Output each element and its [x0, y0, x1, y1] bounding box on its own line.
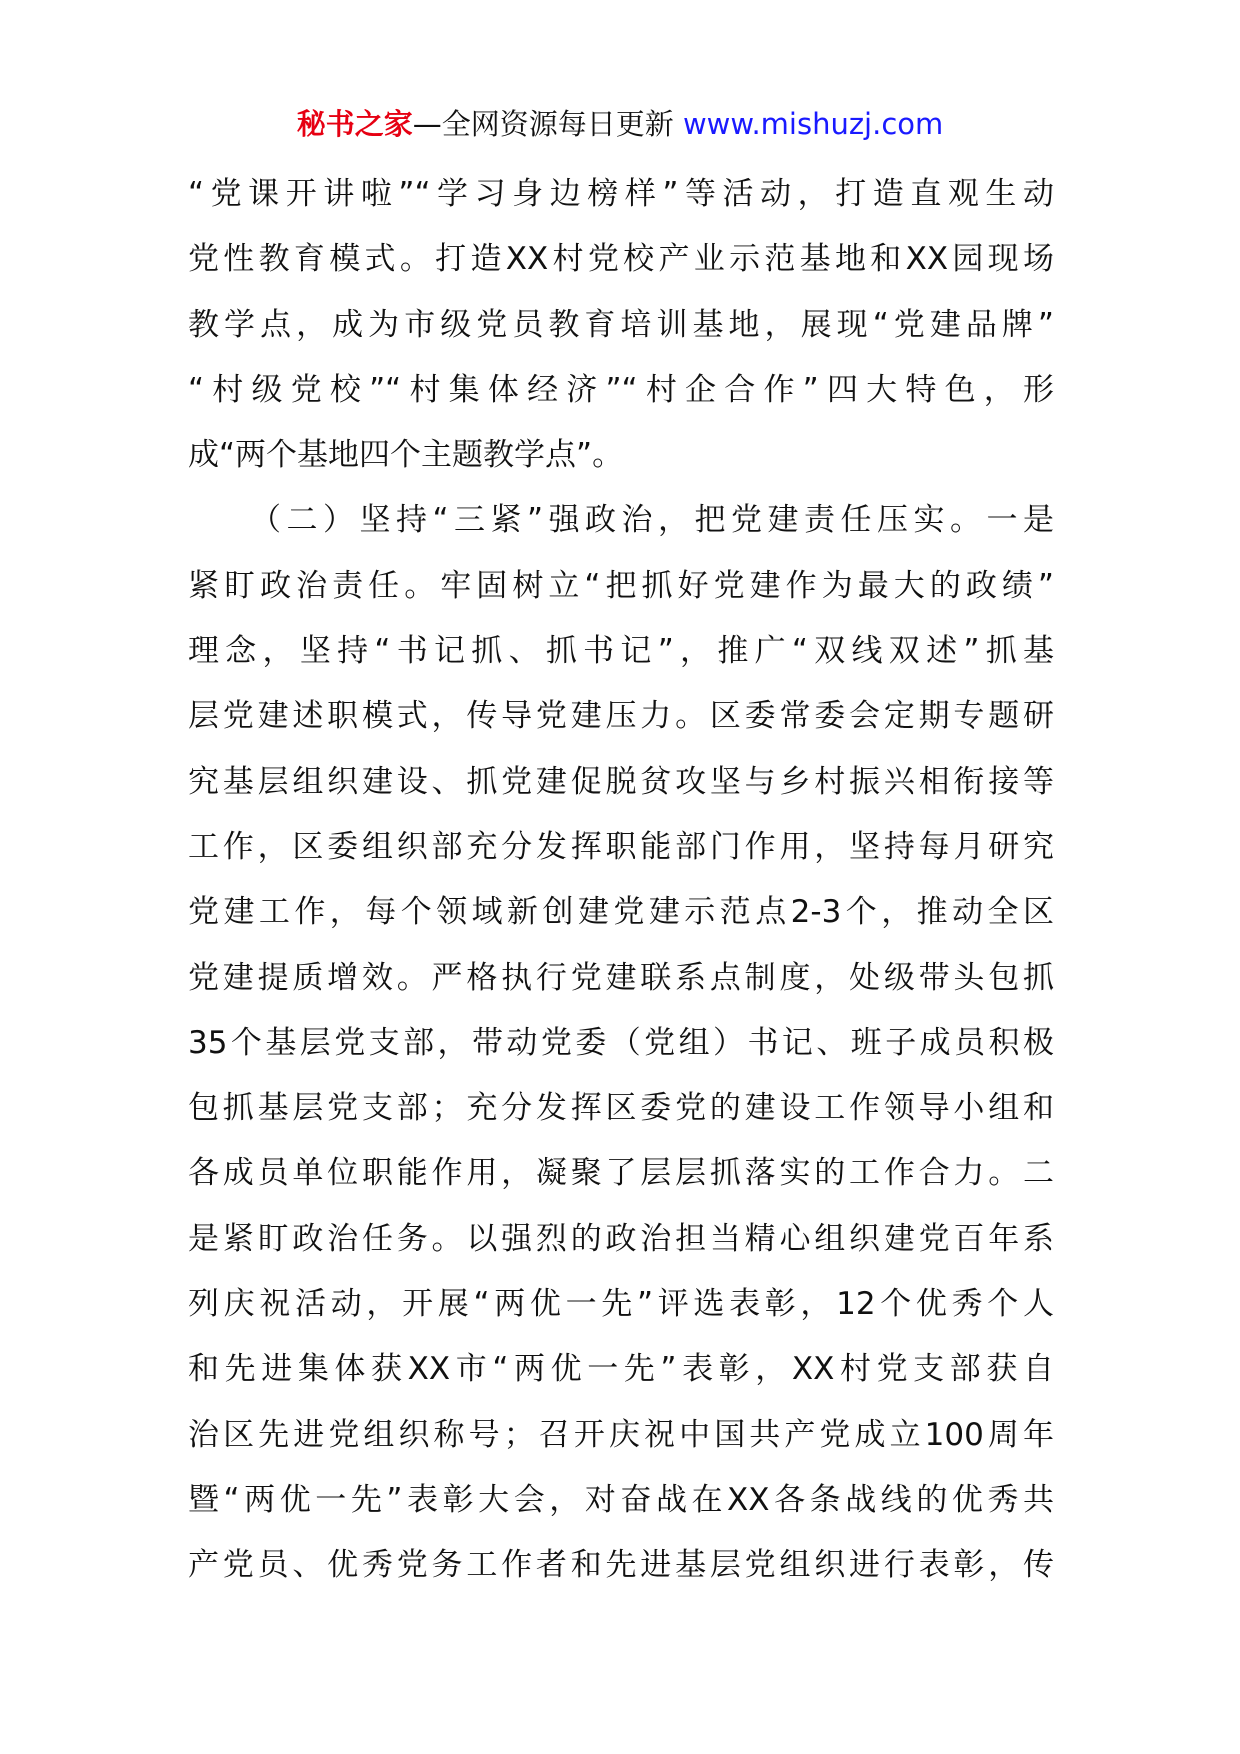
text-line: 是紧盯政治任务。以强烈的政治担当精心组织建党百年系 — [188, 1220, 1054, 1257]
text-line: 包抓基层党支部；充分发挥区委党的建设工作领导小组和 — [188, 1090, 1054, 1127]
text-line: 和先进集体获XX市“两优一先”表彰，XX村党支部获自 — [188, 1351, 1054, 1388]
text-line: 教学点，成为市级党员教育培训基地，展现“党建品牌” — [188, 306, 1054, 343]
text-line: 产党员、优秀党务工作者和先进基层党组织进行表彰，传 — [188, 1547, 1054, 1584]
text-line: 理念，坚持“书记抓、抓书记”，推广“双线双述”抓基 — [188, 633, 1054, 670]
paragraph-1 — [188, 162, 1054, 488]
page-header — [0, 102, 1240, 146]
text-line: 各成员单位职能作用，凝聚了层层抓落实的工作合力。二 — [188, 1155, 1054, 1192]
text-line: “村级党校”“村集体经济”“村企合作”四大特色，形 — [188, 371, 1054, 408]
text-line: 党性教育模式。打造XX村党校产业示范基地和XX园现场 — [188, 241, 1054, 278]
paragraph-2 — [188, 488, 1054, 1598]
text-line: 成“两个基地四个主题教学点”。 — [188, 437, 624, 474]
brand-name: 秘书之家 — [296, 107, 413, 141]
text-line: “党课开讲啦”“学习身边榜样”等活动，打造直观生动 — [188, 176, 1054, 212]
text-line: 35个基层党支部，带动党委（党组）书记、班子成员积极 — [188, 1024, 1054, 1061]
text-line: 暨“两优一先”表彰大会，对奋战在XX各条战线的优秀共 — [188, 1481, 1054, 1518]
text-line: 党建工作，每个领域新创建党建示范点2-3个，推动全区 — [188, 894, 1054, 931]
text-line: 究基层组织建设、抓党建促脱贫攻坚与乡村振兴相衔接等 — [188, 763, 1054, 800]
text-line: 紧盯政治责任。牢固树立“把抓好党建作为最大的政绩” — [188, 567, 1054, 604]
document-body — [188, 162, 1054, 1599]
text-line: （二）坚持“三紧”强政治，把党建责任压实。一是 — [250, 502, 1054, 539]
text-line: 工作，区委组织部充分发挥职能部门作用，坚持每月研究 — [188, 828, 1054, 865]
header-slogan: —全网资源每日更新 — [412, 107, 674, 141]
text-line: 党建提质增效。严格执行党建联系点制度，处级带头包抓 — [188, 959, 1054, 996]
text-line: 治区先进党组织称号；召开庆祝中国共产党成立100周年 — [188, 1416, 1054, 1453]
text-line: 层党建述职模式，传导党建压力。区委常委会定期专题研 — [188, 698, 1054, 735]
website-url: www.mishuzj.com — [682, 107, 944, 141]
text-line: 列庆祝活动，开展“两优一先”评选表彰，12个优秀个人 — [188, 1286, 1054, 1323]
